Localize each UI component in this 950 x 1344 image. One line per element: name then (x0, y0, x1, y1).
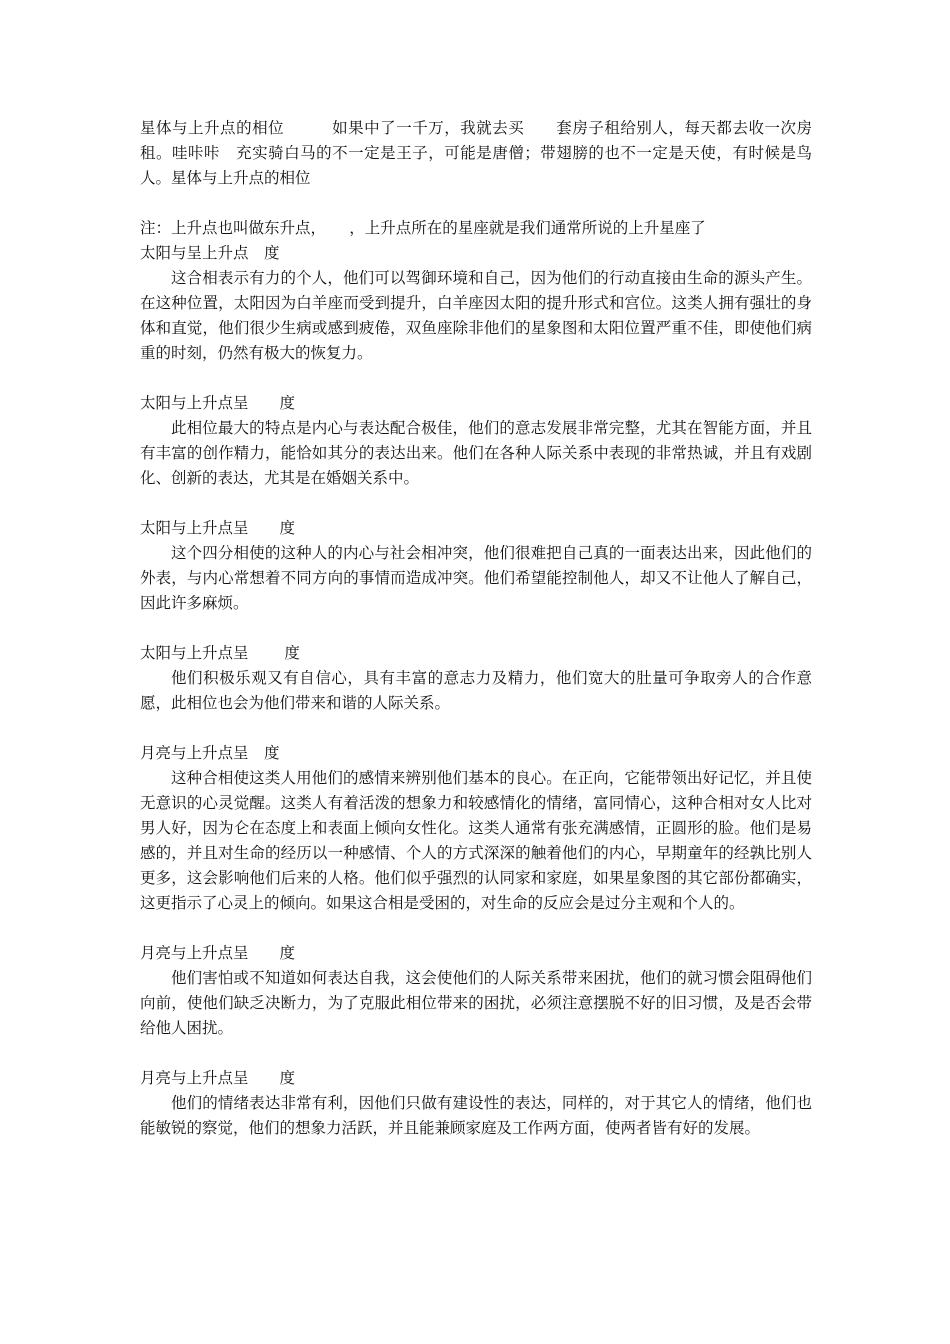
section-body: 这个四分相使的这种人的内心与社会相冲突，他们很难把自己真的一面表达出来，因此他们的外表，与内心常想着不同方向的事情而造成冲突。他们希望能控制他人，却又不让他人了解自己，因此许多麻烦。 (140, 544, 812, 612)
document-page (140, 116, 812, 1166)
note-line: 注：上升点也叫做东升点， ，上升点所在的星座就是我们通常所说的上升星座了 (140, 219, 706, 237)
section-heading: 太阳与上升点呈 度 (140, 394, 296, 412)
section-heading: 太阳与上升点呈 度 (140, 644, 300, 662)
section-heading: 太阳与上升点呈 度 (140, 519, 296, 537)
aspect-section (140, 241, 812, 366)
section-body: 他们害怕或不知道如何表达自我，这会使他们的人际关系带来困扰，他们的就习惯会阻碍他们向前，使他们缺乏决断力，为了克服此相位带来的困扰，必须注意摆脱不好的旧习惯，及是否会带给他人困扰。 (140, 969, 812, 1037)
intro-paragraph: 星体与上升点的相位 如果中了一千万，我就去买 套房子租给别人，每天都去收一次房租。哇咔咔 充实骑白马的不一定是王子，可能是唐僧；带翅膀的也不一定是天使，有时候是鸟人。星体与上升点的相位 (140, 119, 812, 187)
aspect-section (140, 391, 812, 491)
section-body: 他们积极乐观又有自信心，具有丰富的意志力及精力，他们宽大的肚量可争取旁人的合作意愿，此相位也会为他们带来和谐的人际关系。 (140, 669, 812, 712)
section-heading: 太阳与呈上升点 度 (140, 244, 280, 262)
section-body: 这合相表示有力的个人，他们可以驾御环境和自己，因为他们的行动直接由生命的源头产生。在这种位置，太阳因为白羊座而受到提升，白羊座因太阳的提升形式和宫位。这类人拥有强壮的身体和直觉，他们很少生病或感到疲倦，双鱼座除非他们的星象图和太阳位置严重不佳，即使他们病重的时刻，仍然有极大的恢复力。 (140, 269, 812, 362)
section-heading: 月亮与上升点呈 度 (140, 1069, 296, 1087)
section-body: 这种合相使这类人用他们的感情来辨别他们基本的良心。在正向，它能带领出好记忆，并且使无意识的心灵觉醒。这类人有着活泼的想象力和较感情化的情绪，富同情心，这种合相对女人比对男人好，因为仑在态度上和表面上倾向女性化。这类人通常有张充满感情，正圆形的脸。他们是易感的，并且对生命的经历以一种感情、个人的方式深深的触着他们的内心，早期童年的经孰比别人更多，这会影响他们后来的人格。他们似乎强烈的认同家和家庭，如果星象图的其它部份都确实，这更指示了心灵上的倾向。如果这合相是受困的，对生命的反应会是过分主观和个人的。 (140, 769, 812, 912)
aspect-section (140, 641, 812, 716)
section-heading: 月亮与上升点呈 度 (140, 744, 280, 762)
aspect-section (140, 516, 812, 616)
section-heading: 月亮与上升点呈 度 (140, 944, 296, 962)
section-body: 此相位最大的特点是内心与表达配合极佳，他们的意志发展非常完整，尤其在智能方面，并且有丰富的创作精力，能恰如其分的表达出来。他们在各种人际关系中表现的非常热诚，并且有戏剧化、创新的表达，尤其是在婚姻关系中。 (140, 419, 812, 487)
aspect-section (140, 1066, 812, 1141)
aspect-section (140, 741, 812, 916)
aspect-section (140, 941, 812, 1041)
section-body: 他们的情绪表达非常有利，因他们只做有建设性的表达，同样的，对于其它人的情绪，他们也能敏锐的察觉，他们的想象力活跃，并且能兼顾家庭及工作两方面，使两者皆有好的发展。 (140, 1094, 812, 1137)
